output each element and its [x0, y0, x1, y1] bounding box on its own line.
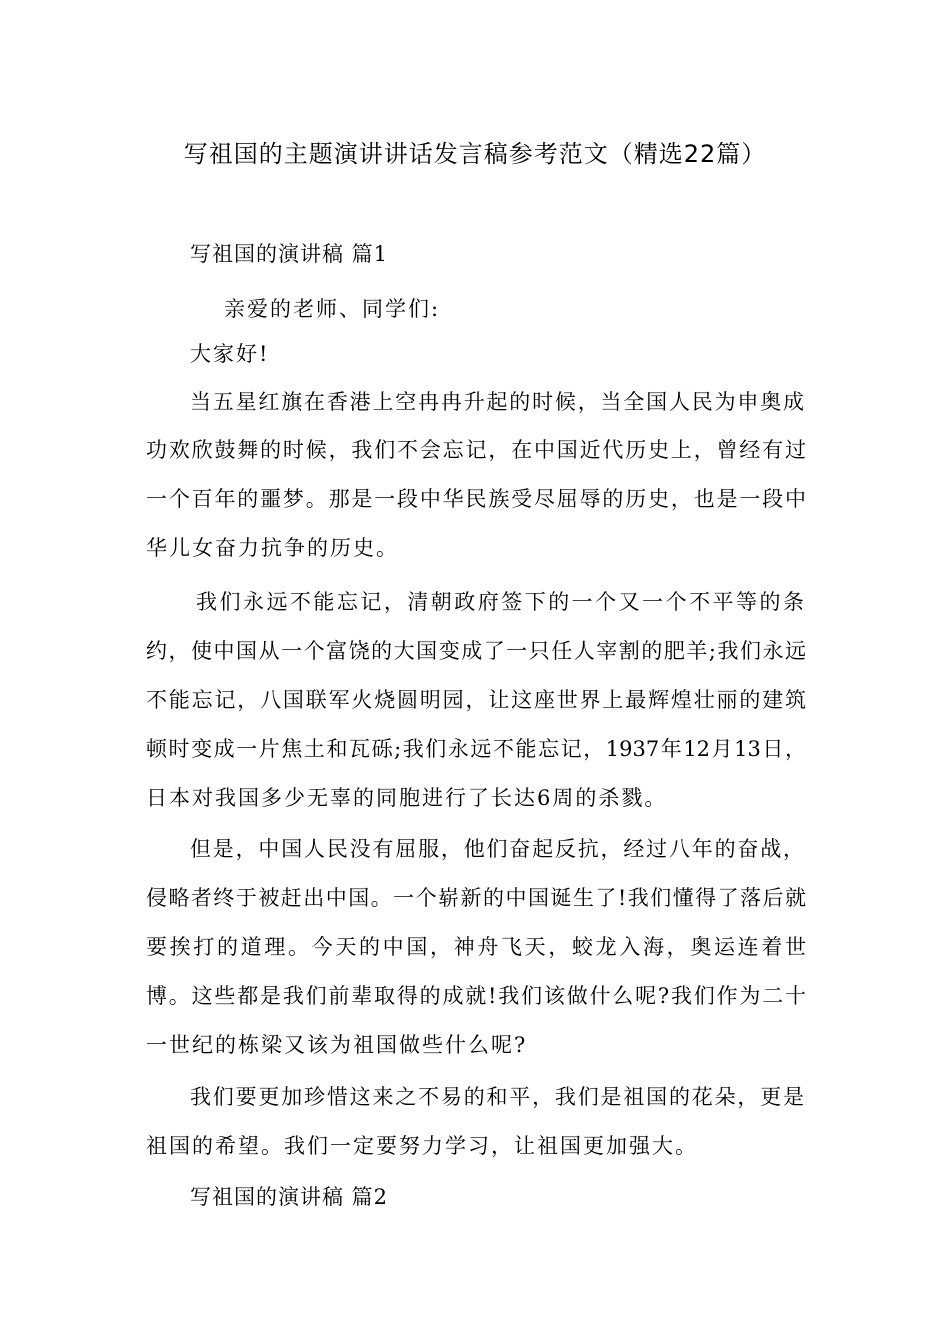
paragraph-4-line: 我们要更加珍惜这来之不易的和平，我们是祖国的花朵，更是	[190, 1085, 804, 1109]
paragraph-3-line: 侵略者终于被赶出中国。一个崭新的中国诞生了!我们懂得了落后就	[146, 886, 806, 910]
paragraph-1-line: 当五星红旗在香港上空冉冉升起的时候，当全国人民为申奥成	[190, 390, 804, 414]
greeting: 大家好!	[190, 342, 270, 366]
paragraph-3-line: 博。这些都是我们前辈取得的成就!我们该做什么呢?我们作为二十	[146, 984, 806, 1008]
salutation: 亲爱的老师、同学们:	[224, 297, 441, 321]
paragraph-4-line: 祖国的希望。我们一定要努力学习，让祖国更加强大。	[146, 1134, 698, 1158]
paragraph-2-line: 不能忘记，八国联军火烧圆明园，让这座世界上最辉煌壮丽的建筑	[146, 688, 806, 712]
paragraph-1-line: 一个百年的噩梦。那是一段中华民族受尽屈辱的历史，也是一段中	[146, 487, 806, 511]
paragraph-3-line: 一世纪的栋梁又该为祖国做些什么呢?	[146, 1033, 528, 1057]
paragraph-2-line: 顿时变成一片焦土和瓦砾;我们永远不能忘记，1937年12月13日，	[146, 737, 806, 761]
paragraph-1-line: 功欢欣鼓舞的时候，我们不会忘记，在中国近代历史上，曾经有过	[146, 438, 806, 462]
paragraph-1-line: 华儿女奋力抗争的历史。	[146, 536, 399, 560]
section-heading-2: 写祖国的演讲稿 篇2	[190, 1185, 389, 1209]
paragraph-2-line: 日本对我国多少无辜的同胞进行了长达6周的杀戮。	[146, 786, 668, 810]
section-heading-1: 写祖国的演讲稿 篇1	[190, 242, 389, 266]
paragraph-3-line: 但是，中国人民没有屈服，他们奋起反抗，经过八年的奋战，	[190, 837, 804, 861]
paragraph-2-line: 我们永远不能忘记，清朝政府签下的一个又一个不平等的条	[196, 590, 804, 614]
document-title: 写祖国的主题演讲讲话发言稿参考范文（精选22篇）	[183, 140, 767, 168]
paragraph-3-line: 要挨打的道理。今天的中国，神舟飞天，蛟龙入海，奥运连着世	[146, 935, 806, 959]
paragraph-2-line: 约，使中国从一个富饶的大国变成了一只任人宰割的肥羊;我们永远	[146, 639, 806, 663]
